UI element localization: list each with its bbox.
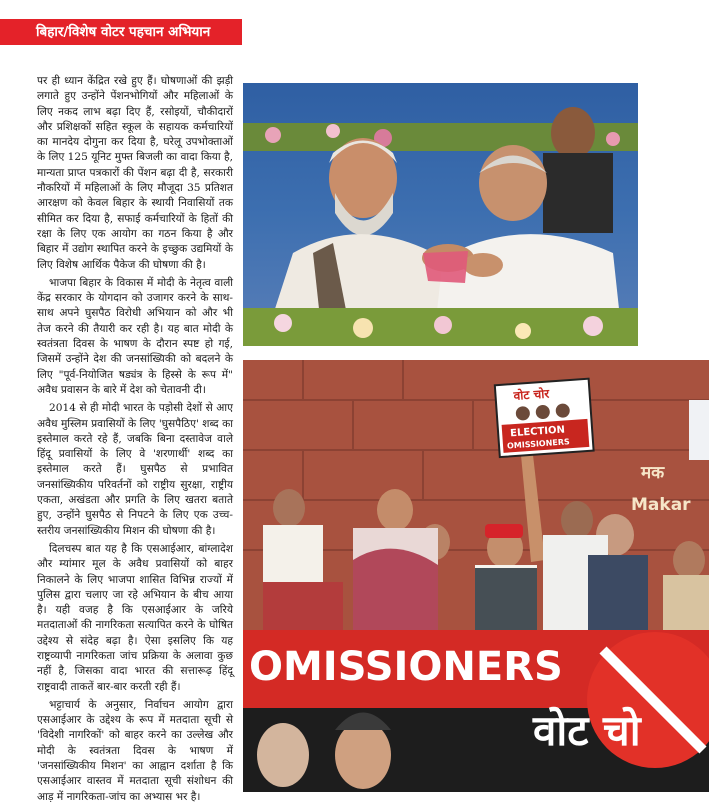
article-paragraph: पर ही ध्यान केंद्रित रखे हुए हैं। घोषणाओं की झड़ी लगाते हुए उन्होंने पेंशनभोगियों और महिलाओं के लिए नकद लाभ बढ़ा दिए हैं, रसोइयों, चौकीदारों और प्रशिक्षकों सहित स्कूल के सहायक कर्मचारियों का मानदेय दोगुना कर दिया है, घरेलू उपभोक्ताओं के लिए 125 यूनिट मुफ्त बिजली का वादा किया है, मान्यता प्राप्त पत्रकारों की पेंशन बढ़ा दी है, सरकारी नौकरियों में महिलाओं के लिए मौजूदा 35 प्रतिशत आरक्षण को केवल बिहार के स्थायी निवासियों तक सीमित कर दिया है, सफाई कर्मचारियों के हितों की रक्षा के लिए एक आयोग का गठन किया है और बिहार में उद्योग स्थापित करने के इच्छुक उद्यमियों के लिए विशेष आर्थिक पैकेज की घोषणा की है। bbox=[37, 75, 233, 271]
photo-opposition-protest bbox=[243, 360, 709, 792]
placard-top-text: वोट चोर bbox=[513, 386, 550, 403]
article-paragraph: भाजपा बिहार के विकास में मोदी के नेतृत्व वाली केंद्र सरकार के योगदान को उजागर करने के साथ-साथ अपने घुसपैठ विरोधी अभियान को और भी तेज करने की तैयारी कर रही है। यह बात मोदी के स्वतंत्रता दिवस के भाषण के दौरान स्पष्ट हो गई, जिसमें उन्होंने देश की जनसांख्यिकी को बदलने के लिए "पूर्व-नियोजित षड्यंत्र के हिस्से के रूप में" अवैध प्रवासन के बारे में देश को चेतावनी दी। bbox=[37, 276, 233, 396]
banner-hindi-text: वोट चो bbox=[533, 706, 641, 755]
section-label: बिहार/विशेष वोटर पहचान अभियान bbox=[36, 24, 211, 40]
article-paragraph: 2014 से ही मोदी भारत के पड़ोसी देशों से आए अवैध मुस्लिम प्रवासियों के लिए 'घुसपैठिए' शब्द का इस्तेमाल करते रहे हैं, जबकि बिना दस्तावेज वाले हिंदू प्रवासियों के लिए वे 'शरणार्थी' शब्द का इस्तेमाल करते हैं। घुसपैठ से प्रभावित जनसांख्यिकीय परिवर्तनों को राष्ट्रीय सुरक्षा, राष्ट्रीय एकता, अखंडता और प्रगति के लिए खतरा बताते हुए, उन्होंने घुसपैठ से निपटने के लिए एक उच्च-स्तरीय जनसांख्यिकीय मिशन की घोषणा की है। bbox=[37, 402, 233, 537]
wall-sign-english: Makar bbox=[631, 495, 691, 515]
protest-placard bbox=[495, 379, 594, 457]
article-paragraph: दिलचस्प बात यह है कि एसआईआर, बांग्लादेश और म्यांमार मूल के अवैध प्रवासियों को बाहर निकालने के लिए भाजपा शासित विभिन्न राज्यों में पुलिस द्वारा चलाए जा रहे अभियान के बीच आया है। यही वजह है कि एसआईआर के जरिये मतदाताओं की नागरिकता सत्यापित करने के घोषित उद्देश्य से संदेह बढ़ा है। ऐसा इसलिए कि यह राष्ट्रव्यापी नागरिकता जांच प्रक्रिया के अलावा कुछ नहीं है, जिसका वादा भारत की सत्तारूढ़ हिंदू राष्ट्रवादी ताकतें बार-बार करती रही हैं। bbox=[37, 542, 233, 693]
wall-sign-hindi: मक bbox=[641, 463, 665, 483]
banner-text: OMISSIONERS bbox=[249, 644, 563, 690]
placard-line2: OMISSIONERS bbox=[506, 437, 571, 451]
photo-protest-illustration bbox=[243, 360, 709, 792]
photo-leaders-embrace-illustration bbox=[243, 83, 638, 346]
article-paragraph: भट्टाचार्य के अनुसार, निर्वाचन आयोग द्वारा एसआईआर के उद्देश्य के रूप में मतदाता सूची से 'विदेशी नागरिकों' को बाहर करने का उल्लेख और मोदी के स्वतंत्रता दिवस के भाषण में 'जनसांख्यिकीय मिशन' का आह्वान दर्शाता है कि एसआईआर वास्तव में मतदाता सूची संशोधन की आड़ में नागरिकता-जांच का अभ्यास भर है। bbox=[37, 698, 233, 803]
article-body bbox=[37, 74, 233, 803]
section-header bbox=[0, 19, 242, 45]
photo-leaders-embrace bbox=[243, 83, 638, 346]
placard-line1: ELECTION bbox=[509, 424, 566, 440]
